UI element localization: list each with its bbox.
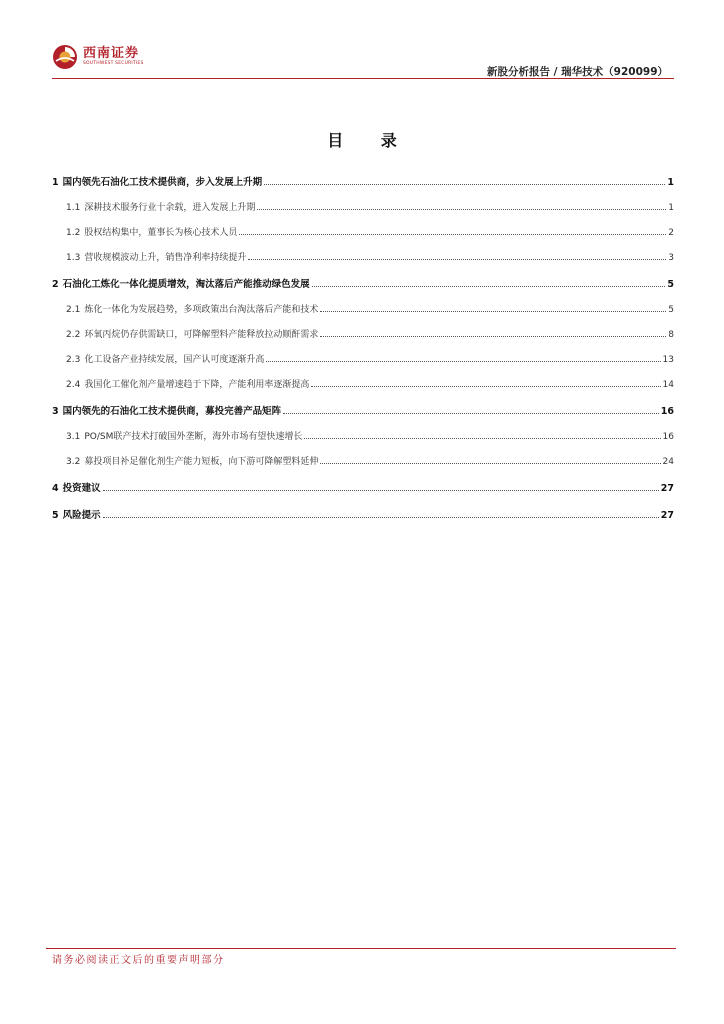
toc-leader-dots	[103, 490, 659, 491]
logo-english-name: SOUTHWEST SECURITIES	[83, 61, 144, 67]
toc-entry[interactable]	[52, 322, 674, 340]
toc-leader-dots	[257, 209, 666, 210]
header-divider	[52, 78, 674, 79]
toc-leader-dots	[283, 413, 659, 414]
toc-entry-page: 24	[662, 457, 674, 467]
toc-leader-dots	[311, 386, 660, 387]
toc-entry[interactable]	[52, 503, 674, 521]
toc-entry[interactable]	[52, 220, 674, 238]
toc-entry-text: 募投项目补足催化剂生产能力短板，向下游可降解塑料延伸	[84, 457, 319, 467]
toc-entry-number: 1.1	[66, 203, 81, 213]
toc-entry-number: 4	[52, 483, 59, 494]
footer-divider	[46, 948, 676, 949]
toc-entry-number: 3.1	[66, 432, 81, 442]
toc-entry-text: 国内领先石油化工技术提供商，步入发展上升期	[62, 177, 263, 188]
toc-leader-dots	[320, 311, 666, 312]
toc-leader-dots	[304, 438, 660, 439]
toc-entry-page: 3	[668, 253, 674, 263]
toc-entry-number: 1.3	[66, 253, 81, 263]
toc-leader-dots	[239, 234, 666, 235]
toc-entry-number: 5	[52, 510, 59, 521]
toc-entry[interactable]	[52, 272, 674, 290]
toc-entry-number: 2.4	[66, 380, 81, 390]
toc-entry-text: 风险提示	[62, 510, 101, 521]
toc-entry-text: 营收规模波动上升，销售净利率持续提升	[84, 253, 247, 263]
toc-entry[interactable]	[52, 297, 674, 315]
toc-entry-page: 27	[660, 510, 674, 521]
toc-entry-text: PO/SM联产技术打破国外垄断，海外市场有望快速增长	[84, 432, 303, 442]
toc-entry-text: 国内领先的石油化工技术提供商，募投完善产品矩阵	[62, 406, 282, 417]
toc-entry[interactable]	[52, 399, 674, 417]
toc-entry-number: 1	[52, 177, 59, 188]
toc-leader-dots	[320, 463, 660, 464]
toc-entry[interactable]	[52, 372, 674, 390]
page-header	[52, 40, 674, 80]
toc-entry-page: 1	[667, 177, 674, 188]
toc-entry-page: 16	[662, 432, 674, 442]
footer-disclaimer: 请务必阅读正文后的重要声明部分	[52, 955, 225, 966]
toc-entry-text: 股权结构集中，董事长为核心技术人员	[84, 228, 238, 238]
toc-entry-page: 8	[668, 330, 674, 340]
toc-entry-text: 化工设备产业持续发展，国产认可度逐渐升高	[84, 355, 265, 365]
toc-leader-dots	[264, 184, 665, 185]
toc-entry-number: 2.2	[66, 330, 81, 340]
toc-entry-page: 27	[660, 483, 674, 494]
toc-entry[interactable]	[52, 195, 674, 213]
toc-leader-dots	[320, 336, 666, 337]
toc-entry[interactable]	[52, 449, 674, 467]
toc-entry[interactable]	[52, 347, 674, 365]
toc-entry-page: 2	[668, 228, 674, 238]
toc-entry-number: 3	[52, 406, 59, 417]
toc-title: 目 录	[327, 131, 413, 150]
toc-entry-page: 5	[668, 305, 674, 315]
toc-entry-text: 我国化工催化剂产量增速趋于下降，产能利用率逐渐提高	[84, 380, 310, 390]
toc-entry-number: 2.1	[66, 305, 81, 315]
toc-entry[interactable]	[52, 245, 674, 263]
toc-entry[interactable]	[52, 476, 674, 494]
toc-entry-page: 16	[660, 406, 674, 417]
toc-entry-number: 1.2	[66, 228, 81, 238]
toc-leader-dots	[266, 361, 660, 362]
toc-entry-text: 石油化工炼化一体化提质增效，淘汰落后产能推动绿色发展	[62, 279, 310, 290]
logo-emblem-icon	[52, 44, 78, 70]
toc-entry-text: 投资建议	[62, 483, 101, 494]
company-logo	[52, 40, 144, 74]
report-title: 新股分析报告 / 瑞华技术（920099）	[487, 66, 668, 78]
toc-leader-dots	[103, 517, 659, 518]
toc-entry-number: 3.2	[66, 457, 81, 467]
toc-entry-text: 环氧丙烷仍存供需缺口，可降解塑料产能释放拉动顺酐需求	[84, 330, 319, 340]
toc-entry-page: 1	[668, 203, 674, 213]
toc-leader-dots	[312, 286, 666, 287]
toc-entry-page: 5	[667, 279, 674, 290]
toc-entry-text: 炼化一体化为发展趋势，多项政策出台淘汰落后产能和技术	[84, 305, 319, 315]
toc-entry[interactable]	[52, 424, 674, 442]
toc-entry[interactable]	[52, 170, 674, 188]
toc-entry-text: 深耕技术服务行业十余载，进入发展上升期	[84, 203, 256, 213]
toc-leader-dots	[248, 259, 666, 260]
toc-entry-number: 2.3	[66, 355, 81, 365]
logo-chinese-name: 西南证券	[83, 46, 140, 62]
toc-entry-page: 13	[662, 355, 674, 365]
toc-entry-page: 14	[662, 380, 674, 390]
toc-entry-number: 2	[52, 279, 59, 290]
